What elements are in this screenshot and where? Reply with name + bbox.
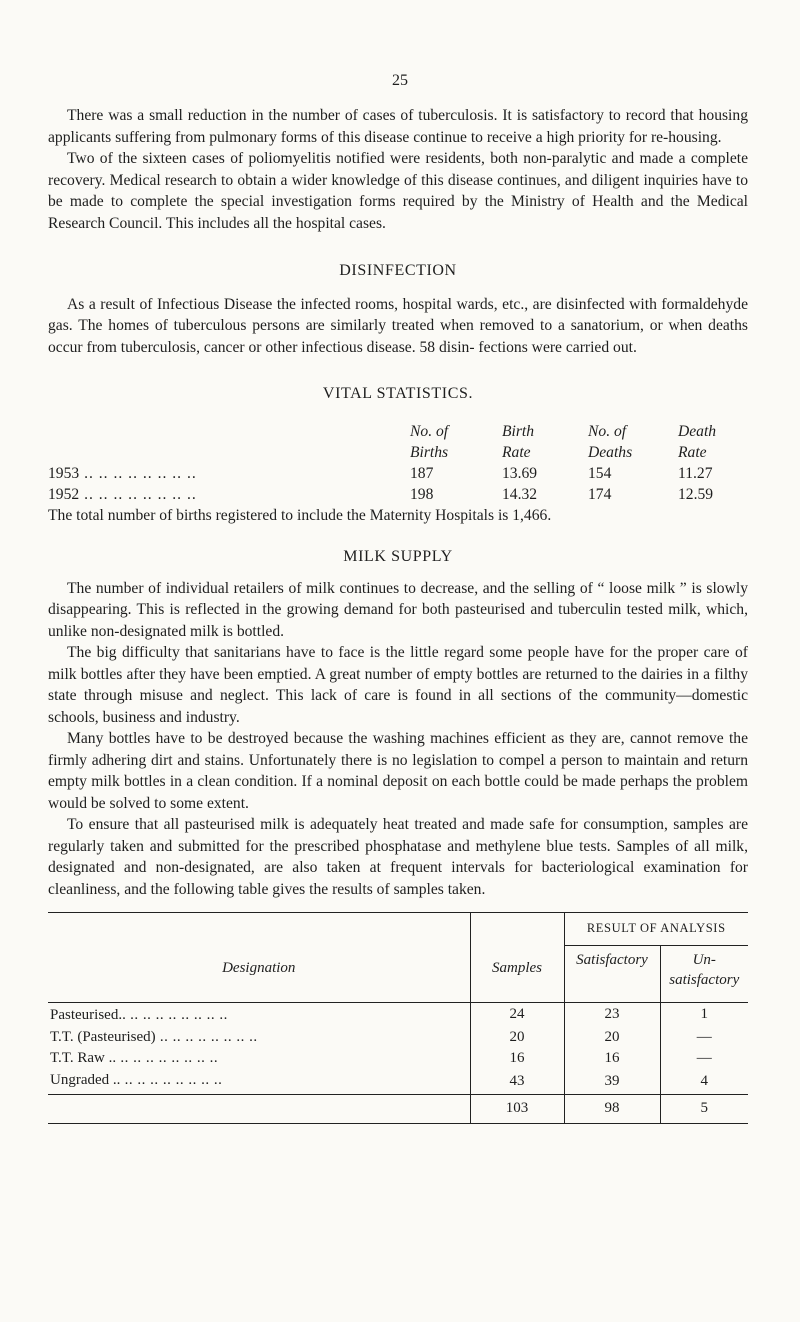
samples-cell: 43 bbox=[470, 1070, 564, 1095]
disinfection-paragraph: As a result of Infectious Disease the infected rooms, hospital wards, etc., are disinfected with formaldehyde gas. The homes of tuberculous persons are similarly treated when removed to a sanatorium, or when deaths occur from tuberculosis, cancer or other infectious disease. 58 disin- fections were carried out. bbox=[48, 295, 748, 356]
unsatisfactory-header-line1: Un- bbox=[692, 952, 716, 968]
milk-results-table bbox=[48, 912, 748, 1124]
designation-cell: Ungraded .. bbox=[50, 1071, 121, 1088]
births-total-note: The total number of births registered to include the Maternity Hospitals is 1,466. bbox=[48, 506, 552, 524]
satisfactory-total: 98 bbox=[564, 1095, 660, 1124]
birth-rate-value: 13.69 bbox=[502, 464, 538, 482]
leader-dots bbox=[116, 1050, 218, 1066]
births-header: No. of bbox=[410, 422, 449, 440]
year: 1952 bbox=[48, 485, 80, 503]
designation-cell: T.T. (Pasteurised) bbox=[50, 1028, 156, 1045]
unsatisfactory-total: 5 bbox=[660, 1095, 748, 1124]
vital-header-row bbox=[48, 442, 746, 463]
samples-cell: 24 bbox=[470, 1003, 564, 1027]
satisfactory-header: Satisfactory bbox=[564, 946, 660, 1003]
births-header: Births bbox=[410, 443, 449, 461]
tuberculosis-paragraph: There was a small reduction in the number of cases of tuberculosis. It is satisfactory to record that housing applicants suffering from pulmonary forms of this disease continue to receive a high priority for re-housing. bbox=[48, 107, 748, 146]
leader-dots bbox=[79, 486, 197, 503]
unsatisfactory-header bbox=[660, 946, 748, 1003]
table-row bbox=[48, 1070, 748, 1095]
unsatisfactory-header-line2: satisfactory bbox=[669, 972, 740, 988]
milk-supply-heading: MILK SUPPLY bbox=[343, 548, 453, 565]
satisfactory-cell: 20 bbox=[564, 1027, 660, 1049]
deaths-header: No. of bbox=[588, 422, 627, 440]
table-row bbox=[48, 1048, 748, 1070]
leader-dots bbox=[79, 465, 197, 482]
satisfactory-cell: 16 bbox=[564, 1048, 660, 1070]
samples-cell: 20 bbox=[470, 1027, 564, 1049]
leader-dots bbox=[126, 1007, 228, 1023]
table-row bbox=[48, 1003, 748, 1027]
deaths-header: Deaths bbox=[588, 443, 633, 461]
leader-dots bbox=[120, 1072, 222, 1088]
vital-statistics-table bbox=[48, 421, 746, 505]
designation-cell: Pasteurised.. bbox=[50, 1007, 126, 1023]
unsatisfactory-cell: 4 bbox=[660, 1070, 748, 1095]
death-rate-header: Rate bbox=[678, 443, 707, 461]
page-content bbox=[48, 105, 748, 1124]
death-rate-value: 12.59 bbox=[678, 485, 714, 503]
unsatisfactory-cell: 1 bbox=[660, 1003, 748, 1027]
designation-cell: T.T. Raw .. bbox=[50, 1050, 117, 1066]
table-row bbox=[48, 1027, 748, 1049]
poliomyelitis-paragraph: Two of the sixteen cases of poliomyelitis notified were residents, both non-paralytic and made a complete recovery. Medical research to obtain a wider knowledge of this disease continues, and diligent inquiries have to be made to complete the special investigation forms required by the Ministry of Health and the Medical Research Council. This includes all the hospital cases. bbox=[48, 150, 748, 232]
death-rate-header: Death bbox=[678, 422, 717, 440]
result-of-analysis-header: RESULT OF ANALYSIS bbox=[564, 913, 748, 946]
totals-row bbox=[48, 1095, 748, 1124]
samples-header: Samples bbox=[470, 913, 564, 1003]
designation-header: Designation bbox=[48, 913, 470, 1003]
samples-total: 103 bbox=[470, 1095, 564, 1124]
milk-paragraph: To ensure that all pasteurised milk is adequately heat treated and made safe for consumption, samples are regularly taken and submitted for the prescribed phosphatase and methylene blue tests. Samples of all milk, designated and non-designated, are also taken at frequent intervals for bacteriological examination for cleanliness, and the following table gives the results of samples taken. bbox=[48, 816, 748, 898]
milk-paragraph: The number of individual retailers of milk continues to decrease, and the selling of “ loose milk ” is slowly disappearing. This is reflected in the growing demand for both pasteurised and tuberculin tested milk, which, unlike non-designated milk is bottled. bbox=[48, 579, 748, 640]
satisfactory-cell: 23 bbox=[564, 1003, 660, 1027]
leader-dots bbox=[156, 1029, 258, 1045]
vital-statistics-heading: VITAL STATISTICS. bbox=[322, 385, 474, 402]
births-value: 198 bbox=[410, 485, 434, 503]
birth-rate-header: Rate bbox=[502, 443, 531, 461]
vital-header-row bbox=[48, 421, 746, 442]
birth-rate-header: Birth bbox=[502, 422, 535, 440]
unsatisfactory-cell: — bbox=[660, 1027, 748, 1049]
death-rate-value: 11.27 bbox=[678, 464, 713, 482]
deaths-value: 174 bbox=[588, 485, 612, 503]
births-value: 187 bbox=[410, 464, 434, 482]
page-number: 25 bbox=[392, 72, 408, 89]
milk-paragraph: The big difficulty that sanitarians have to face is the little regard some people have for the proper care of milk bottles after they have been emptied. A great number of empty bottles are returned to the dairies in a filthy state through misuse and neglect. This lack of care is found in all sections of the community—domestic schools, business and industry. bbox=[48, 644, 748, 726]
satisfactory-cell: 39 bbox=[564, 1070, 660, 1095]
results-header-row bbox=[48, 913, 748, 946]
vital-row bbox=[48, 484, 746, 505]
unsatisfactory-cell: — bbox=[660, 1048, 748, 1070]
year: 1953 bbox=[48, 464, 80, 482]
samples-cell: 16 bbox=[470, 1048, 564, 1070]
disinfection-heading: DISINFECTION bbox=[339, 262, 457, 279]
milk-paragraph: Many bottles have to be destroyed because the washing machines efficient as they are, cannot remove the firmly adhering dirt and stains. Unfortunately there is no legislation to compel a person to maintain and return empty milk bottles in a clean condition. If a nominal deposit on each bottle could be made perhaps the problem would be solved to some extent. bbox=[48, 730, 748, 812]
birth-rate-value: 14.32 bbox=[502, 485, 538, 503]
vital-row bbox=[48, 463, 746, 484]
deaths-value: 154 bbox=[588, 464, 612, 482]
